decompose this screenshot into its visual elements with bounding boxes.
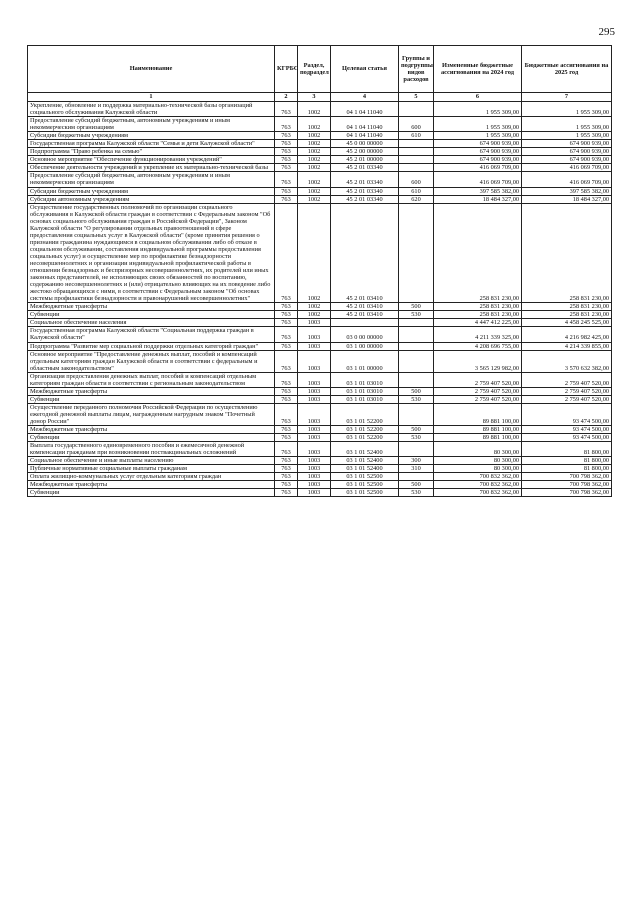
table-row (28, 140, 612, 148)
row-article-cell: 03 1 01 52500 (331, 481, 399, 489)
table-row (28, 132, 612, 140)
row-value-2025-cell: 2 759 407 520,00 (522, 395, 612, 403)
row-name-cell: Субвенции (28, 434, 275, 442)
table-row (28, 327, 612, 342)
table-row (28, 442, 612, 457)
table-row (28, 195, 612, 203)
row-group-cell: 610 (399, 187, 434, 195)
row-group-cell (399, 350, 434, 372)
row-name-cell: Организация предоставления денежных выплат, пособий и компенсаций отдельным категориям граждан области в соответствии с региональным законодательством (28, 372, 275, 387)
header-budget-2025: Бюджетные ассигнования на 2025 год (522, 46, 612, 93)
row-article-cell: 03 1 01 03010 (331, 395, 399, 403)
row-group-cell: 530 (399, 489, 434, 497)
row-group-cell (399, 403, 434, 425)
row-code-cell: 763 (275, 203, 298, 303)
row-article-cell: 04 1 04 11040 (331, 132, 399, 140)
row-value-2024-cell: 18 484 327,00 (434, 195, 522, 203)
row-value-2024-cell: 397 585 382,00 (434, 187, 522, 195)
row-name-cell: Подпрограмма "Право ребенка на семью" (28, 148, 275, 156)
table-body (28, 102, 612, 497)
row-group-cell (399, 156, 434, 164)
row-section-cell: 1002 (298, 102, 331, 117)
row-code-cell: 763 (275, 481, 298, 489)
row-value-2024-cell: 674 900 939,00 (434, 148, 522, 156)
row-section-cell: 1002 (298, 187, 331, 195)
row-value-2025-cell: 3 570 632 382,00 (522, 350, 612, 372)
row-value-2025-cell: 674 900 939,00 (522, 156, 612, 164)
budget-table (27, 45, 612, 497)
row-section-cell: 1003 (298, 395, 331, 403)
row-name-cell: Публичные нормативные социальные выплаты гражданам (28, 465, 275, 473)
table-row (28, 311, 612, 319)
row-value-2025-cell: 1 955 309,00 (522, 117, 612, 132)
row-code-cell: 763 (275, 457, 298, 465)
row-group-cell (399, 372, 434, 387)
row-section-cell: 1003 (298, 465, 331, 473)
row-value-2024-cell: 2 759 407 520,00 (434, 387, 522, 395)
row-section-cell: 1002 (298, 132, 331, 140)
row-value-2024-cell: 1 955 309,00 (434, 102, 522, 117)
row-group-cell (399, 203, 434, 303)
row-section-cell: 1002 (298, 311, 331, 319)
row-group-cell: 310 (399, 465, 434, 473)
column-number: 3 (298, 93, 331, 102)
row-section-cell: 1003 (298, 434, 331, 442)
row-value-2024-cell: 700 832 362,00 (434, 473, 522, 481)
row-code-cell: 763 (275, 350, 298, 372)
row-name-cell: Субсидии бюджетным учреждениям (28, 132, 275, 140)
row-value-2025-cell: 700 798 362,00 (522, 489, 612, 497)
table-row (28, 457, 612, 465)
row-section-cell: 1003 (298, 342, 331, 350)
row-section-cell: 1003 (298, 457, 331, 465)
row-name-cell: Обеспечение деятельности учреждений и укрепление их материально-технической базы (28, 164, 275, 172)
row-value-2025-cell: 2 759 407 520,00 (522, 372, 612, 387)
header-section: Раздел, подраздел (298, 46, 331, 93)
row-code-cell: 763 (275, 465, 298, 473)
row-article-cell: 03 1 01 52200 (331, 403, 399, 425)
row-group-cell: 500 (399, 387, 434, 395)
row-section-cell: 1002 (298, 303, 331, 311)
row-name-cell: Субвенции (28, 489, 275, 497)
row-value-2025-cell: 700 798 362,00 (522, 481, 612, 489)
row-value-2025-cell: 81 800,00 (522, 442, 612, 457)
row-code-cell: 763 (275, 164, 298, 172)
row-section-cell: 1002 (298, 164, 331, 172)
row-value-2025-cell: 18 484 327,00 (522, 195, 612, 203)
row-group-cell: 600 (399, 117, 434, 132)
row-section-cell: 1002 (298, 117, 331, 132)
table-row (28, 350, 612, 372)
row-article-cell: 45 2 01 03410 (331, 311, 399, 319)
row-article-cell: 45 2 01 03340 (331, 187, 399, 195)
row-value-2025-cell: 4 458 245 525,00 (522, 319, 612, 327)
row-value-2024-cell: 89 881 100,00 (434, 403, 522, 425)
table-row (28, 156, 612, 164)
row-name-cell: Межбюджетные трансферты (28, 481, 275, 489)
row-group-cell: 500 (399, 303, 434, 311)
row-group-cell (399, 473, 434, 481)
row-group-cell: 610 (399, 132, 434, 140)
row-value-2024-cell: 674 900 939,00 (434, 156, 522, 164)
table-row (28, 117, 612, 132)
row-value-2025-cell: 258 831 230,00 (522, 311, 612, 319)
column-number: 7 (522, 93, 612, 102)
row-article-cell: 03 1 01 52500 (331, 489, 399, 497)
row-value-2025-cell: 416 069 709,00 (522, 164, 612, 172)
row-value-2024-cell: 2 759 407 520,00 (434, 395, 522, 403)
header-changed-2024: Измененные бюджетные ассигнования на 2024 год (434, 46, 522, 93)
row-group-cell (399, 148, 434, 156)
row-code-cell: 763 (275, 156, 298, 164)
row-name-cell: Государственная программа Калужской области "Семья и дети Калужской области" (28, 140, 275, 148)
row-article-cell: 03 1 01 00000 (331, 350, 399, 372)
row-name-cell: Субвенции (28, 395, 275, 403)
row-article-cell: 45 2 01 03410 (331, 303, 399, 311)
row-group-cell (399, 319, 434, 327)
table-row (28, 395, 612, 403)
row-value-2024-cell: 80 300,00 (434, 465, 522, 473)
row-value-2024-cell: 89 881 100,00 (434, 426, 522, 434)
row-name-cell: Субсидии бюджетным учреждениям (28, 187, 275, 195)
row-code-cell: 763 (275, 395, 298, 403)
page-number: 295 (598, 26, 615, 38)
row-article-cell: 03 0 00 00000 (331, 327, 399, 342)
table-row (28, 481, 612, 489)
row-article-cell: 03 1 01 52400 (331, 442, 399, 457)
row-value-2024-cell: 700 832 362,00 (434, 481, 522, 489)
row-value-2024-cell: 4 211 339 325,00 (434, 327, 522, 342)
row-code-cell: 763 (275, 342, 298, 350)
row-group-cell (399, 442, 434, 457)
column-number: 1 (28, 93, 275, 102)
row-value-2024-cell: 674 900 939,00 (434, 140, 522, 148)
row-value-2024-cell: 1 955 309,00 (434, 117, 522, 132)
table-row (28, 465, 612, 473)
row-article-cell: 03 1 01 03010 (331, 387, 399, 395)
row-value-2025-cell: 700 798 362,00 (522, 473, 612, 481)
row-name-cell: Межбюджетные трансферты (28, 426, 275, 434)
row-article-cell (331, 319, 399, 327)
row-code-cell: 763 (275, 327, 298, 342)
row-value-2024-cell: 416 069 709,00 (434, 164, 522, 172)
row-article-cell: 03 1 01 52400 (331, 465, 399, 473)
table-row (28, 203, 612, 303)
row-value-2024-cell: 700 832 362,00 (434, 489, 522, 497)
row-code-cell: 763 (275, 311, 298, 319)
header-article: Целевая статья (331, 46, 399, 93)
row-article-cell: 03 1 01 52400 (331, 457, 399, 465)
row-article-cell: 04 1 04 11040 (331, 117, 399, 132)
row-code-cell: 763 (275, 132, 298, 140)
row-article-cell: 45 2 01 03410 (331, 203, 399, 303)
row-section-cell: 1003 (298, 387, 331, 395)
table-row (28, 473, 612, 481)
row-code-cell: 763 (275, 387, 298, 395)
row-group-cell: 600 (399, 172, 434, 187)
row-code-cell: 763 (275, 372, 298, 387)
table-row (28, 319, 612, 327)
row-group-cell (399, 102, 434, 117)
row-code-cell: 763 (275, 319, 298, 327)
row-code-cell: 763 (275, 117, 298, 132)
row-value-2024-cell: 80 300,00 (434, 457, 522, 465)
row-value-2025-cell: 4 216 982 425,00 (522, 327, 612, 342)
column-number: 6 (434, 93, 522, 102)
row-name-cell: Предоставление субсидий бюджетным, автономным учреждениям и иным некоммерческим организациям (28, 172, 275, 187)
row-section-cell: 1002 (298, 148, 331, 156)
row-article-cell: 03 1 01 52200 (331, 426, 399, 434)
row-code-cell: 763 (275, 195, 298, 203)
row-group-cell: 500 (399, 426, 434, 434)
row-value-2025-cell: 674 900 939,00 (522, 140, 612, 148)
row-name-cell: Межбюджетные трансферты (28, 387, 275, 395)
row-name-cell: Субвенции (28, 311, 275, 319)
row-group-cell: 530 (399, 311, 434, 319)
header-name: Наименование (28, 46, 275, 93)
column-number: 4 (331, 93, 399, 102)
row-code-cell: 763 (275, 473, 298, 481)
row-value-2024-cell: 89 881 100,00 (434, 434, 522, 442)
column-number: 5 (399, 93, 434, 102)
row-value-2024-cell: 3 565 129 982,00 (434, 350, 522, 372)
row-name-cell: Оплата жилищно-коммунальных услуг отдельным категориям граждан (28, 473, 275, 481)
header-group: Группы и подгруппы видов расходов (399, 46, 434, 93)
row-article-cell: 45 2 01 03340 (331, 164, 399, 172)
row-section-cell: 1003 (298, 350, 331, 372)
row-name-cell: Социальное обеспечение и иные выплаты населению (28, 457, 275, 465)
row-code-cell: 763 (275, 403, 298, 425)
row-value-2025-cell: 93 474 500,00 (522, 426, 612, 434)
row-code-cell: 763 (275, 187, 298, 195)
row-section-cell: 1003 (298, 327, 331, 342)
table-row (28, 489, 612, 497)
row-section-cell: 1002 (298, 203, 331, 303)
row-section-cell: 1002 (298, 172, 331, 187)
table-row (28, 387, 612, 395)
row-name-cell: Осуществление переданного полномочия Российской Федерации по осуществлению ежегодной денежной выплаты лицам, награжденным нагрудным знаком "Почетный донор России" (28, 403, 275, 425)
table-row (28, 102, 612, 117)
row-value-2024-cell: 258 831 230,00 (434, 303, 522, 311)
row-article-cell: 45 2 01 03340 (331, 195, 399, 203)
row-value-2025-cell: 1 955 309,00 (522, 132, 612, 140)
row-value-2024-cell: 416 069 709,00 (434, 172, 522, 187)
row-section-cell: 1003 (298, 481, 331, 489)
row-code-cell: 763 (275, 172, 298, 187)
row-value-2025-cell: 1 955 309,00 (522, 102, 612, 117)
row-name-cell: Социальное обеспечение населения (28, 319, 275, 327)
row-group-cell (399, 342, 434, 350)
row-article-cell: 03 1 01 52500 (331, 473, 399, 481)
table-row (28, 164, 612, 172)
row-value-2024-cell: 80 300,00 (434, 442, 522, 457)
row-code-cell: 763 (275, 434, 298, 442)
row-section-cell: 1003 (298, 426, 331, 434)
row-name-cell: Укрепление, обновление и поддержка материально-технической базы организаций социального обслуживания Калужской области (28, 102, 275, 117)
row-value-2025-cell: 258 831 230,00 (522, 303, 612, 311)
row-value-2025-cell: 258 831 230,00 (522, 203, 612, 303)
row-group-cell: 530 (399, 434, 434, 442)
row-group-cell (399, 164, 434, 172)
row-section-cell: 1002 (298, 140, 331, 148)
row-name-cell: Подпрограмма "Развитие мер социальной поддержки отдельных категорий граждан" (28, 342, 275, 350)
row-code-cell: 763 (275, 148, 298, 156)
row-value-2025-cell: 674 900 939,00 (522, 148, 612, 156)
row-section-cell: 1003 (298, 489, 331, 497)
row-value-2025-cell: 4 214 339 855,00 (522, 342, 612, 350)
row-code-cell: 763 (275, 489, 298, 497)
row-section-cell: 1003 (298, 372, 331, 387)
row-article-cell: 45 2 00 00000 (331, 148, 399, 156)
row-section-cell: 1003 (298, 319, 331, 327)
row-value-2024-cell: 1 955 309,00 (434, 132, 522, 140)
row-article-cell: 45 2 01 00000 (331, 156, 399, 164)
row-code-cell: 763 (275, 303, 298, 311)
row-article-cell: 03 1 01 52200 (331, 434, 399, 442)
row-value-2024-cell: 2 759 407 520,00 (434, 372, 522, 387)
row-section-cell: 1003 (298, 442, 331, 457)
row-value-2025-cell: 81 800,00 (522, 457, 612, 465)
row-name-cell: Субсидии автономным учреждениям (28, 195, 275, 203)
row-value-2024-cell: 258 831 230,00 (434, 203, 522, 303)
row-value-2025-cell: 81 800,00 (522, 465, 612, 473)
table-row (28, 172, 612, 187)
row-article-cell: 04 1 04 11040 (331, 102, 399, 117)
row-value-2024-cell: 258 831 230,00 (434, 311, 522, 319)
table-row (28, 303, 612, 311)
column-number: 2 (275, 93, 298, 102)
row-value-2025-cell: 397 585 382,00 (522, 187, 612, 195)
row-name-cell: Осуществление государственных полномочий по организации социального обслуживания в Калужской области граждан в соответствии с Федеральным законом "Об основах социального обслуживания граждан в Российской Федерации", Законом Калужской области "О регулировании отдельных правоотношений в сфере предоставления социальных услуг в Калужской области" (кроме принятия решения о признании гражданина нуждающимся в социальном обслуживании либо об отказе в социальном обслуживании, составления индивидуальной программы предоставления социальных услуг) и осуществление мер по профилактике безнадзорности несовершеннолетних и организации индивидуальной профилактической работы в отношении безнадзорных и беспризорных несовершеннолетних, их родителей или иных законных представителей, не исполняющих своих обязанностей по воспитанию, содержанию несовершеннолетних и (или) отрицательно влияющих на их поведение либо жестоко обращающихся с ними, в соответствии с Федеральным законом "Об основах системы профилактики безнадзорности и правонарушений несовершеннолетних" (28, 203, 275, 303)
row-section-cell: 1002 (298, 195, 331, 203)
row-code-cell: 763 (275, 140, 298, 148)
row-section-cell: 1002 (298, 156, 331, 164)
table-row (28, 403, 612, 425)
table-row (28, 372, 612, 387)
row-code-cell: 763 (275, 442, 298, 457)
row-name-cell: Основное мероприятие "Обеспечение функционирования учреждений" (28, 156, 275, 164)
row-article-cell: 45 2 01 03340 (331, 172, 399, 187)
row-name-cell: Выплата государственного единовременного пособия и ежемесячной денежной компенсации гражданам при возникновении поствакцинальных осложнений (28, 442, 275, 457)
row-group-cell: 500 (399, 481, 434, 489)
row-group-cell: 530 (399, 395, 434, 403)
row-value-2025-cell: 2 759 407 520,00 (522, 387, 612, 395)
header-code: КГРБС (275, 46, 298, 93)
table-row (28, 342, 612, 350)
row-article-cell: 03 1 01 03010 (331, 372, 399, 387)
row-group-cell (399, 327, 434, 342)
row-name-cell: Предоставление субсидий бюджетным, автономным учреждениям и иным некоммерческим организациям (28, 117, 275, 132)
row-name-cell: Государственная программа Калужской области "Социальная поддержка граждан в Калужской области" (28, 327, 275, 342)
row-value-2024-cell: 4 208 696 755,00 (434, 342, 522, 350)
row-group-cell: 620 (399, 195, 434, 203)
row-section-cell: 1003 (298, 473, 331, 481)
row-value-2025-cell: 93 474 500,00 (522, 434, 612, 442)
row-section-cell: 1003 (298, 403, 331, 425)
row-article-cell: 03 1 00 00000 (331, 342, 399, 350)
table-row (28, 148, 612, 156)
row-code-cell: 763 (275, 102, 298, 117)
table-row (28, 187, 612, 195)
table-row (28, 434, 612, 442)
row-value-2025-cell: 93 474 500,00 (522, 403, 612, 425)
table-row (28, 426, 612, 434)
row-value-2024-cell: 4 447 412 225,00 (434, 319, 522, 327)
row-group-cell: 300 (399, 457, 434, 465)
row-article-cell: 45 0 00 00000 (331, 140, 399, 148)
row-name-cell: Основное мероприятие "Предоставление денежных выплат, пособий и компенсаций отдельным категориям граждан Калужской области в соответствии с федеральным и областным законодательством" (28, 350, 275, 372)
table-header-row (28, 46, 612, 93)
row-code-cell: 763 (275, 426, 298, 434)
column-number-row (28, 93, 612, 102)
row-value-2025-cell: 416 069 709,00 (522, 172, 612, 187)
row-name-cell: Межбюджетные трансферты (28, 303, 275, 311)
row-group-cell (399, 140, 434, 148)
